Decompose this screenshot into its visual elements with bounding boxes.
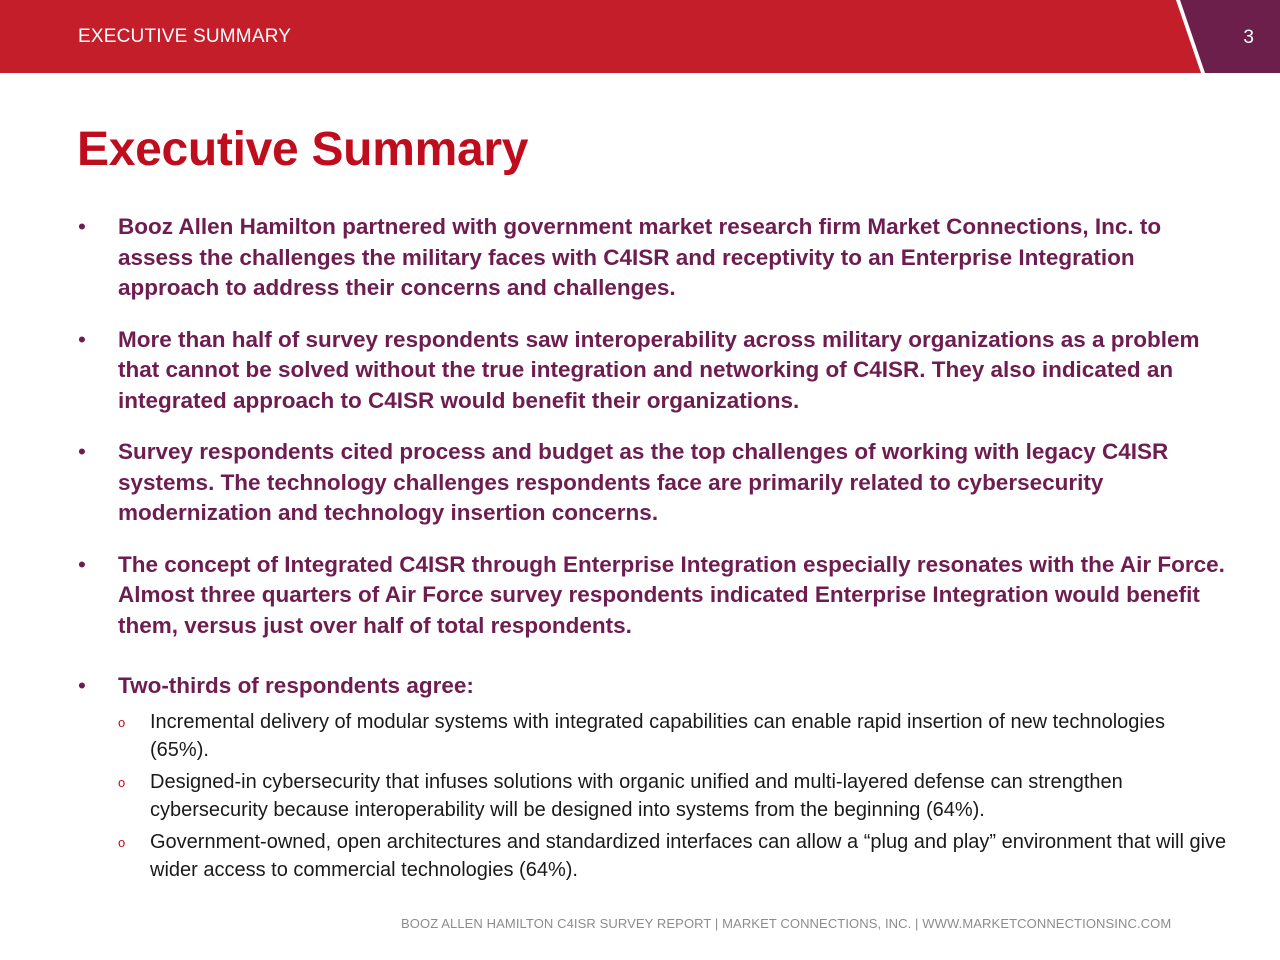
bullet-text: Booz Allen Hamilton partnered with government market research firm Market Connections, Inc. to assess the challenges the military faces with C4ISR and receptivity to an Enterprise Integration approach to address their concerns and challenges.	[118, 214, 1162, 300]
bullet-text: The concept of Integrated C4ISR through Enterprise Integration especially resonates with the Air Force. Almost three quarters of Air Force survey respondents indicated Enterprise Integration would benefit them, versus just over half of total respondents.	[118, 551, 1225, 638]
summary-bullet	[78, 550, 1228, 642]
header-bar	[0, 0, 1280, 73]
sub-bullet-marker: o	[118, 714, 126, 730]
footer-text: BOOZ ALLEN HAMILTON C4ISR SURVEY REPORT | MARKET CONNECTIONS, INC. | WWW.MARKETCONNECTIONSINC.COM	[401, 916, 1172, 931]
summary-bullet	[78, 325, 1228, 417]
summary-bullet	[78, 671, 1228, 884]
sub-bullet-text: Incremental delivery of modular systems with integrated capabilities can enable rapid insertion of new technologies (65%).	[150, 710, 1165, 761]
sub-bullet	[118, 828, 1228, 884]
bullet-marker: •	[78, 326, 86, 352]
bullet-marker: •	[78, 551, 86, 577]
sub-bullet-text: Designed-in cybersecurity that infuses solutions with organic unified and multi-layered defense can strengthen cybersecurity because interoperability will be designed into systems from the beginning (64%).	[150, 770, 1123, 821]
page-title: Executive Summary	[77, 123, 529, 176]
bullet-marker: •	[78, 439, 86, 464]
summary-bullet-list	[78, 212, 1228, 888]
sub-bullet	[118, 708, 1228, 764]
sub-bullet	[118, 768, 1228, 824]
bullet-text: More than half of survey respondents saw interoperability across military organizations as a problem that cannot be solved without the true integration and networking of C4ISR. They also indicated an integrated approach to C4ISR would benefit their organizations.	[118, 326, 1200, 413]
section-label: EXECUTIVE SUMMARY	[78, 26, 292, 47]
bullet-marker: •	[78, 214, 86, 239]
bullet-text: Two-thirds of respondents agree:	[118, 673, 474, 698]
summary-bullet	[78, 437, 1228, 529]
bullet-marker: •	[78, 673, 86, 698]
sub-bullet-marker: o	[118, 774, 126, 790]
sub-bullet-marker: o	[118, 834, 126, 850]
bullet-text: Survey respondents cited process and budget as the top challenges of working with legacy C4ISR systems. The technology challenges respondents face are primarily related to cybersecurity modernization and technology insertion concerns.	[118, 439, 1169, 525]
page-number: 3	[1243, 27, 1254, 48]
sub-bullet-list	[118, 708, 1228, 884]
summary-bullet	[78, 212, 1228, 304]
sub-bullet-text: Government-owned, open architectures and standardized interfaces can allow a “plug and play” environment that will give wider access to commercial technologies (64%).	[150, 830, 1227, 881]
